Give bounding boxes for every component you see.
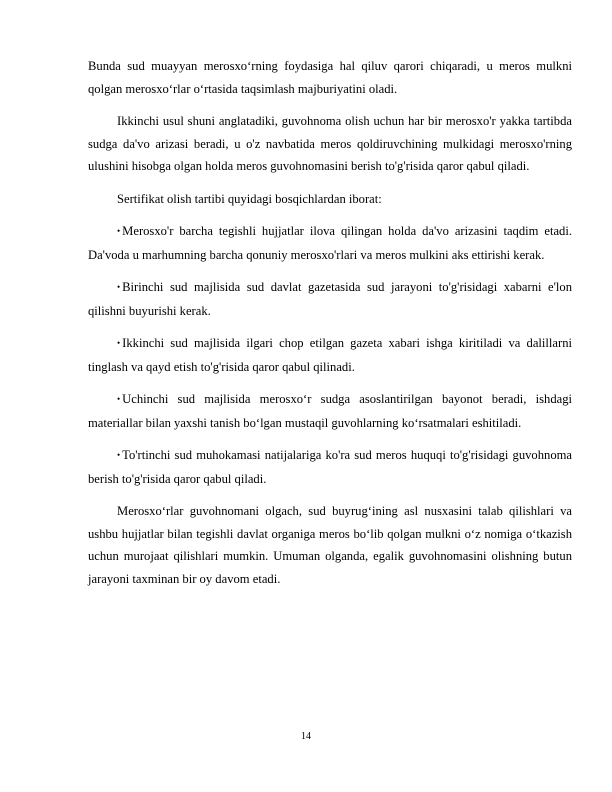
list-item-text: Ikkinchi sud majlisida ilgari chop etilgan gazeta xabari ishga kiritiladi va dalillarni tinglash va qayd etish to'g'risida qaror qabul qilinadi. (88, 336, 572, 374)
bullet-icon: • (117, 394, 121, 404)
bullet-icon: • (117, 450, 121, 460)
list-item-text: Merosxo'r barcha tegishli hujjatlar ilova qilingan holda da'vo arizasini taqdim etadi. Da'voda u marhumning barcha qonuniy merosxo'rlari va meros mulkini aks ettirishi kerak. (88, 224, 572, 262)
list-item-claim (88, 220, 572, 266)
list-item-text: Birinchi sud majlisida sud davlat gazetasida sud jarayoni to'g'risidagi xabarni e'lon qilishni buyurishi kerak. (88, 280, 572, 318)
page-number: 14 (301, 731, 311, 742)
bullet-icon: • (117, 282, 121, 292)
list-item-second-hearing (88, 332, 572, 378)
bullet-icon: • (117, 226, 121, 236)
list-item-third-hearing (88, 388, 572, 434)
bullet-icon: • (117, 338, 121, 348)
list-item-first-hearing (88, 276, 572, 322)
paragraph-second-method: Ikkinchi usul shuni anglatadiki, guvohnoma olish uchun har bir merosxo'r yakka tartibda sudga da'vo arizasi beradi, u o'z navbatida meros qoldiruvchining mulkidagi merosxo'rning ulushini hisobga olgan holda meros guvohnomasini berish to'g'risida qaror qabul qiladi. (88, 114, 572, 173)
list-item-text: To'rtinchi sud muhokamasi natijalariga ko'ra sud meros huquqi to'g'risidagi guvohnoma berish to'g'risida qaror qabul qiladi. (88, 448, 572, 486)
list-item-text: Uchinchi sud majlisida merosxo‘r sudga asoslantirilgan bayonot beradi, ishdagi materiallar bilan yaxshi tanish bo‘lgan mustaqil guvohlarning ko‘rsatmalari eshitiladi. (88, 392, 572, 430)
document-body (88, 55, 572, 600)
paragraph-intro: Bunda sud muayyan merosxo‘rning foydasiga hal qiluv qarori chiqaradi, u meros mulkni qolgan merosxo‘rlar o‘rtasida taqsimlash majburiyatini oladi. (88, 59, 572, 96)
list-item-fourth-hearing (88, 444, 572, 490)
paragraph-procedure-intro: Sertifikat olish tartibi quyidagi bosqichlardan iborat: (117, 191, 382, 206)
paragraph-conclusion: Merosxo‘rlar guvohnomani olgach, sud buyrug‘ining asl nusxasini talab qilishlari va ushbu hujjatlar bilan tegishli davlat organiga meros bo‘lib qolgan mulkni o‘z nomiga o‘tkazish uchun murojaat qilishlari mumkin. Umuman olganda, egalik guvohnomasini olishning butun jarayoni taxminan bir oy davom etadi. (88, 504, 572, 586)
